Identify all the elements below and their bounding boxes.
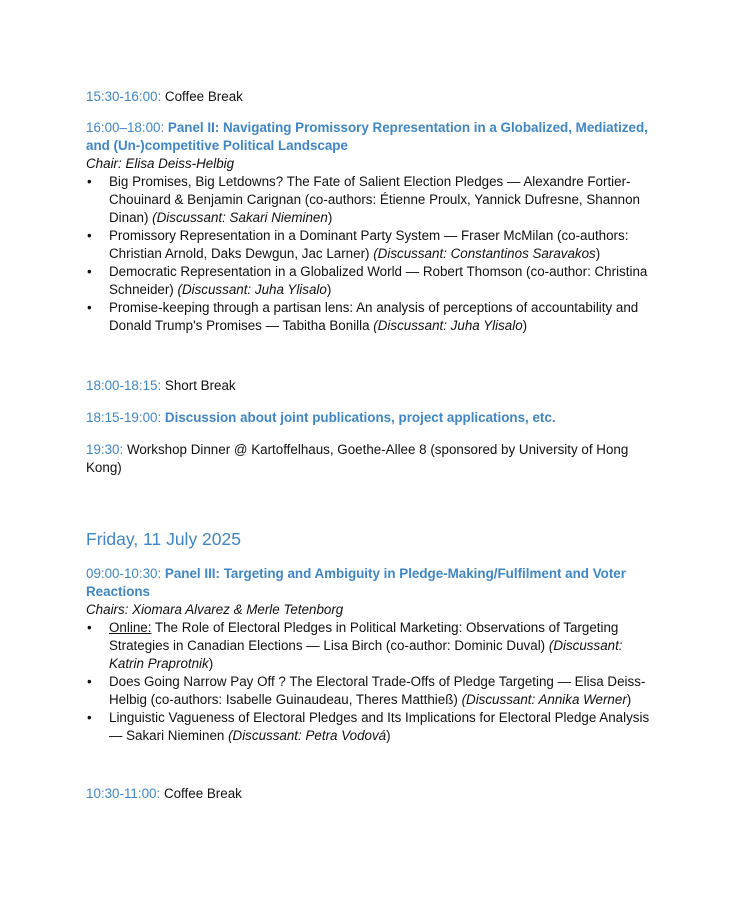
time-label: 09:00-10:30: xyxy=(86,566,162,581)
list-item xyxy=(86,227,656,263)
paper-text: Big Promises, Big Letdowns? The Fate of Salient Election Pledges — Alexandre Fortier-Chouinard & Benjamin Carignan (co-authors: Étienne Proulx, Yannick Dufresne, Shannon Dinan) xyxy=(109,174,640,225)
list-item xyxy=(86,619,656,673)
panel-2 xyxy=(86,119,656,335)
paren: ) xyxy=(208,656,214,671)
list-item xyxy=(86,299,656,335)
discussant: (Discussant: Katrin Praprotnik xyxy=(109,638,623,671)
paper-text: Promissory Representation in a Dominant Party System — Fraser McMilan (co-authors: Christian Arnold, Daks Dewgun, Jac Larner) xyxy=(109,228,629,261)
panel-title: Panel II: Navigating Promissory Representation in a Globalized, Mediatized, and (Un-)competitive Political Landscape xyxy=(86,120,648,153)
session-title: Discussion about joint publications, project applications, etc. xyxy=(161,410,556,425)
paren: ) xyxy=(522,318,528,333)
event-text: Coffee Break xyxy=(161,89,243,104)
bullet-icon: • xyxy=(87,674,92,689)
paren: ) xyxy=(595,246,601,261)
list-item xyxy=(86,263,656,299)
event-text: Short Break xyxy=(161,378,236,393)
paper-text: Linguistic Vagueness of Electoral Pledges and Its Implications for Electoral Pledge Analysis — Sakari Nieminen xyxy=(109,710,650,743)
event-text: Workshop Dinner @ Kartoffelhaus, Goethe-Allee 8 (sponsored by University of Hong Kong) xyxy=(86,442,629,475)
panel-3 xyxy=(86,565,656,745)
paren: ) xyxy=(326,282,332,297)
paren: ) xyxy=(327,210,333,225)
list-item xyxy=(86,173,656,227)
paren: ) xyxy=(386,728,391,743)
time-label: 19:30: xyxy=(86,442,124,457)
bullet-icon: • xyxy=(87,300,92,315)
paper-text: Promise-keeping through a partisan lens: An analysis of perceptions of accountability and Donald Trump's Promises — Tabitha Bonilla xyxy=(109,300,639,333)
time-label: 10:30-11:00: xyxy=(86,786,161,801)
list-item xyxy=(86,709,656,745)
workshop-dinner xyxy=(86,441,656,477)
paper-text: Democratic Representation in a Globalized World — Robert Thomson (co-author: Christina Schneider) xyxy=(109,264,648,297)
time-label: 15:30-16:00: xyxy=(86,89,162,104)
coffee-break-1 xyxy=(86,88,243,106)
bullet-icon: • xyxy=(87,228,92,243)
event-text: Coffee Break xyxy=(160,786,242,801)
panel-2-heading xyxy=(86,119,656,155)
bullet-icon: • xyxy=(87,710,92,725)
short-break xyxy=(86,377,236,395)
time-label: 16:00–18:00: xyxy=(86,120,165,135)
paper-list xyxy=(86,173,656,335)
paper-list xyxy=(86,619,656,745)
bullet-icon: • xyxy=(87,174,92,189)
discussant: (Discussant: Sakari Nieminen xyxy=(152,210,328,225)
time-label: 18:15-19:00: xyxy=(86,410,162,425)
panel-chair: Chair: Elisa Deiss-Helbig xyxy=(86,156,235,171)
discussion-session xyxy=(86,409,556,427)
panel-3-heading xyxy=(86,565,656,601)
discussant: (Discussant: Petra Vodová xyxy=(228,728,387,743)
panel-chair: Chairs: Xiomara Alvarez & Merle Tetenborg xyxy=(86,602,344,617)
online-label: Online: xyxy=(109,620,152,635)
list-item xyxy=(86,673,656,709)
paper-text: Does Going Narrow Pay Off ? The Electoral Trade-Offs of Pledge Targeting — Elisa Deiss-Helbig (co-authors: Isabelle Guinaudeau, Theres Matthieß) xyxy=(109,674,646,707)
panel-title: Panel III: Targeting and Ambiguity in Pledge-Making/Fulfilment and Voter Reactions xyxy=(86,566,626,599)
discussant: (Discussant: Juha Ylisalo xyxy=(373,318,523,333)
day-heading: Friday, 11 July 2025 xyxy=(86,529,241,549)
paper-text: The Role of Electoral Pledges in Political Marketing: Observations of Targeting Strategies in Canadian Elections — Lisa Birch (co-author: Dominic Duval) xyxy=(109,620,619,653)
time-label: 18:00-18:15: xyxy=(86,378,162,393)
discussant: (Discussant: Annika Werner xyxy=(461,692,627,707)
coffee-break-2 xyxy=(86,785,242,803)
bullet-icon: • xyxy=(87,620,92,635)
bullet-icon: • xyxy=(87,264,92,279)
discussant: (Discussant: Constantinos Saravakos xyxy=(373,246,596,261)
discussant: (Discussant: Juha Ylisalo xyxy=(177,282,327,297)
paren: ) xyxy=(626,692,632,707)
